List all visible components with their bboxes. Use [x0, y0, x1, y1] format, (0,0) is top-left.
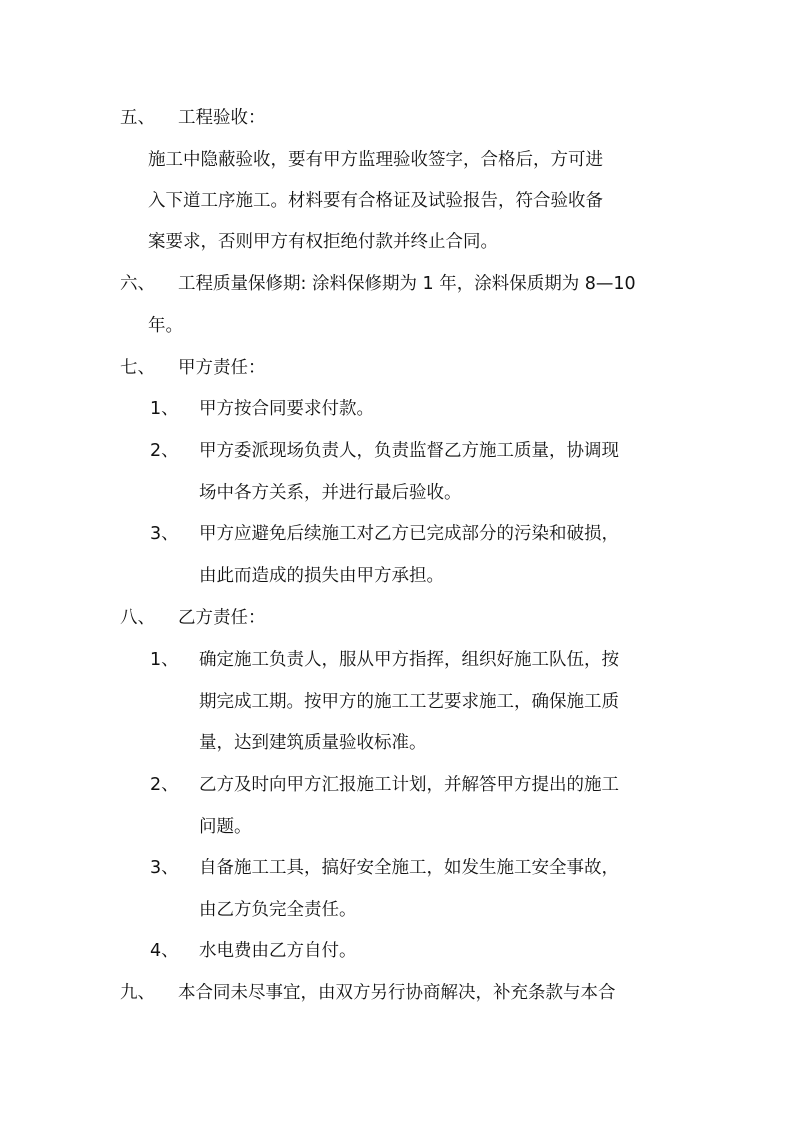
list-item-line: 水电费由乙方自付。	[199, 941, 357, 961]
section-6-title: 工程质量保修期: 涂料保修期为 1 年，涂料保质期为 8—10	[178, 274, 636, 294]
section-6-continuation: 年。	[148, 316, 183, 336]
section-7-number: 七、	[120, 358, 155, 378]
list-item-line: 甲方按合同要求付款。	[199, 399, 374, 419]
list-item-number: 1、	[150, 650, 179, 670]
list-item-number: 1、	[150, 399, 179, 419]
list-item-line: 期完成工期。按甲方的施工工艺要求施工，确保施工质	[199, 692, 619, 712]
section-5-body-line: 入下道工序施工。材料要有合格证及试验报告，符合验收备	[148, 191, 603, 211]
section-5-body-line: 案要求，否则甲方有权拒绝付款并终止合同。	[148, 232, 498, 252]
section-5-title: 工程验收：	[178, 108, 266, 128]
list-item-number: 3、	[150, 858, 179, 878]
list-item-line: 确定施工负责人，服从甲方指挥，组织好施工队伍，按	[199, 650, 619, 670]
section-5-body-line: 施工中隐蔽验收，要有甲方监理验收签字，合格后，方可进	[148, 150, 603, 170]
section-6-number: 六、	[120, 274, 155, 294]
section-8-number: 八、	[120, 608, 155, 628]
section-9-number: 九、	[120, 983, 155, 1003]
list-item-line: 由此而造成的损失由甲方承担。	[199, 566, 444, 586]
list-item-line: 由乙方负完全责任。	[199, 900, 357, 920]
section-9-title: 本合同未尽事宜，由双方另行协商解决，补充条款与本合	[178, 983, 616, 1003]
list-item-line: 甲方委派现场负责人，负责监督乙方施工质量，协调现	[199, 441, 619, 461]
section-7-title: 甲方责任：	[178, 358, 266, 378]
list-item-number: 4、	[150, 941, 179, 961]
list-item-line: 乙方及时向甲方汇报施工计划，并解答甲方提出的施工	[199, 775, 619, 795]
section-8-title: 乙方责任：	[178, 608, 266, 628]
list-item-line: 量，达到建筑质量验收标准。	[199, 733, 427, 753]
list-item-line: 甲方应避免后续施工对乙方已完成部分的污染和破损，	[199, 524, 619, 544]
list-item-number: 3、	[150, 524, 179, 544]
list-item-line: 场中各方关系，并进行最后验收。	[199, 483, 462, 503]
list-item-number: 2、	[150, 775, 179, 795]
section-5-number: 五、	[120, 108, 155, 128]
list-item-number: 2、	[150, 441, 179, 461]
list-item-line: 自备施工工具，搞好安全施工，如发生施工安全事故，	[199, 858, 619, 878]
list-item-line: 问题。	[199, 817, 252, 837]
